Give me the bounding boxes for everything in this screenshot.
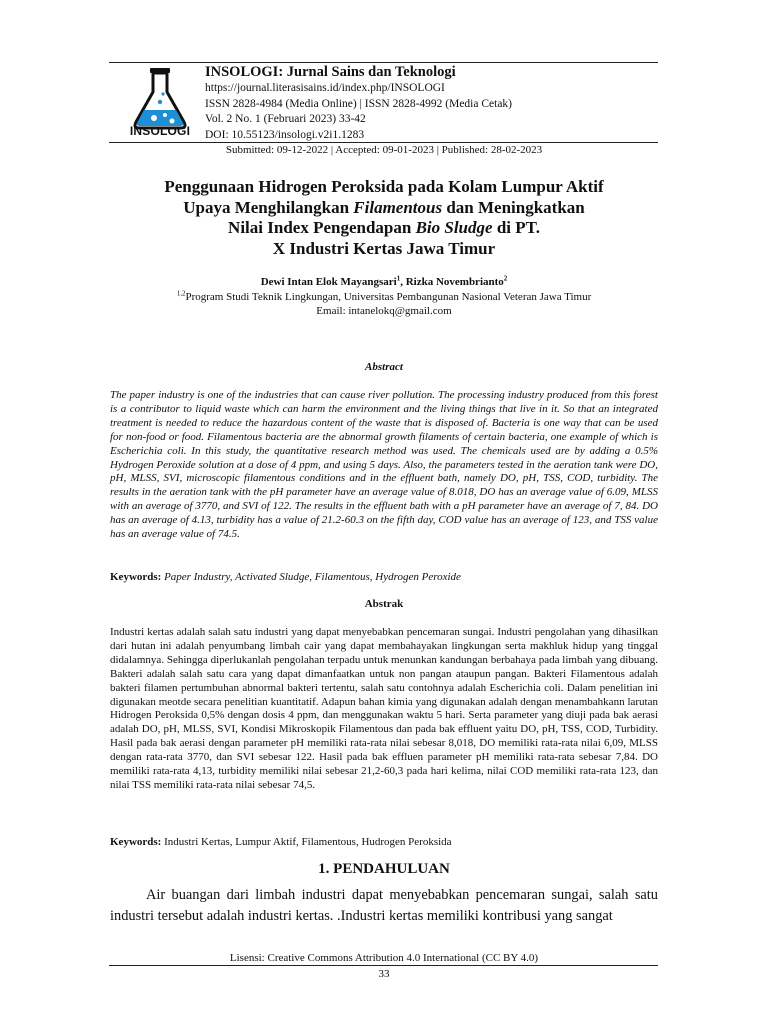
title-line-4: X Industri Kertas Jawa Timur — [272, 238, 496, 258]
journal-name: INSOLOGI: Jurnal Sains dan Teknologi — [205, 64, 456, 80]
title-line-1: Penggunaan Hidrogen Peroksida pada Kolam Lumpur Aktif — [164, 177, 604, 196]
footer-rule — [109, 965, 658, 966]
keywords-id: Keywords: Industri Kertas, Lumpur Aktif, Filamentous, Hudrogen Peroksida — [110, 836, 452, 848]
abstract-text: The paper industry is one of the industries that can cause river pollution. The processing industry produced from this forest is a contributor to liquid waste which can harm the environment and the living things that live in it. So that an integrated treatment is needed to reduce the hazardous content of the waste that is disposed of. Bacteria is one way that can be used for non-food or food. Filamentous bacteria are the abnormal growth filaments of certain bacteria, one example of which is Escherichia coli. In this study, the quantitative research method was used. The chemicals used are by adding a 0.5% Hydrogen Peroxide solution at a dose of 4 ppm, and using 5 days. Also, the parameters tested in the aeration tank were DO, pH, MLSS, SVI, microscopic filamentous conditions and in the effluent bath, namely DO, pH, TSS, COD, turbidity. The results in the aeration tank with the pH parameter have an average value of 8.018, DO has an average value of 6.09, MLSS with an average of 3770, and SVI of 122. The results in the effluent bath with a pH parameter have an average of 7, 84. DO has an average of 4.13, turbidity has a value of 21.2-60.3 on the fifth day, COD value has an average of 123, and TSS value has an average value of 74.5. — [110, 389, 658, 541]
abstrak-text: Industri kertas adalah salah satu industri yang dapat menyebabkan pencemaran sungai. Industri pengolahan yang dihasilkan dari hutan ini adalah penyumbang limbah cair yang dapat membahayakan lingkungan serta makhluk hidup yang tinggal didalamnya. Sehingga diperlukanlah pengolahan terpadu untuk menunkan kandungan berbahaya pada limbah yang dibuang. Bakteri adalah salah satu cara yang dapat dimanfaatkan untuk non pangan ataupun pangan. Bakteri Filamentous adalah bakteri filamen pertumbuhan abnormal bakteri tertentu, salah satu contohnya adalah Escherichia coli. Dalam penelitian ini digunakan meotde secara penelitian kuantitatif. Adapun bahan kimia yang digunakan adalah dengan menambahkann larutan Hidrogen Peroksida 0,5% dengan dosis 4 ppm, dan menggunakan waktu 5 hari. Serta parameter yang diuji pada bak aerasi adalah DO, pH, MLSS, SVI, Kondisi Mikroskopik Filamentous dan pada bak effluent yaitu DO, pH, TSS, COD, Turbidity. Hasil pada bak aerasi dengan parameter pH memiliki rata-rata nilai sebesar 8,018, DO memiliki rata-rata nilai 6,09, MLSS dengan rata-rata 3770, dan SVI sebesar 122. Hasil pada bak effluen parameter pH memiliki rata-rata sebesar 7,84. DO memiliki rata-rata 4,13, turbidity memiliki nilai sebesar 21,2-60,3 pada hari kelima, nilai COD memiliki rata-rata 123, dan nilai TSS memiliki rata-rata nilai sebesar 74,5. — [110, 626, 658, 791]
header-bottom-rule — [109, 142, 658, 143]
journal-volume: Vol. 2 No. 1 (Februari 2023) 33-42 — [205, 113, 366, 125]
logo-wordmark: INSOLOGI — [129, 124, 191, 138]
section-heading: 1. PENDAHULUAN — [318, 861, 450, 877]
page-number: 33 — [378, 968, 390, 980]
submission-dates: Submitted: 09-12-2022 | Accepted: 09-01-2023 | Published: 28-02-2023 — [225, 144, 543, 156]
article-title — [90, 177, 678, 259]
abstrak-heading: Abstrak — [364, 598, 404, 610]
body-paragraph: Air buangan dari limbah industri dapat menyebabkan pencemaran sungai, salah satu industri tersebut adalah industri kertas. .Industri kertas memiliki kontribusi yang sangat — [110, 887, 658, 924]
title-line-3: Nilai Index Pengendapan Bio Sludge di PT. — [228, 218, 540, 237]
journal-doi[interactable]: DOI: 10.55123/insologi.v2i1.1283 — [205, 128, 365, 141]
author-list: Dewi Intan Elok Mayangsari$^1$, Rizka Novembrianto$^2$ — [260, 274, 508, 288]
license-text: Lisensi: Creative Commons Attribution 4.0 International (CC BY 4.0) — [229, 952, 539, 964]
abstract-heading: Abstract — [365, 361, 403, 373]
journal-info — [205, 63, 512, 143]
author-name: Rizka Novembrianto — [405, 276, 504, 288]
journal-issn: ISSN 2828-4984 (Media Online) | ISSN 2828-4992 (Media Cetak) — [205, 97, 513, 110]
author-email[interactable]: Email: intanelokq@gmail.com — [316, 305, 452, 317]
keywords-en: Keywords: Paper Industry, Activated Sludge, Filamentous, Hydrogen Peroxide — [110, 571, 461, 583]
author-name: Dewi Intan Elok Mayangsari — [260, 276, 397, 288]
journal-url[interactable]: https://journal.literasisains.id/index.php/INSOLOGI — [205, 82, 445, 94]
title-line-2: Upaya Menghilangkan Filamentous dan Meningkatkan — [183, 197, 585, 217]
affiliation: $^{1,2}$Program Studi Teknik Lingkungan, Universitas Pembangunan Nasional Veteran Jawa Timur Email: intanelokq@gmail.com — [0, 290, 768, 318]
